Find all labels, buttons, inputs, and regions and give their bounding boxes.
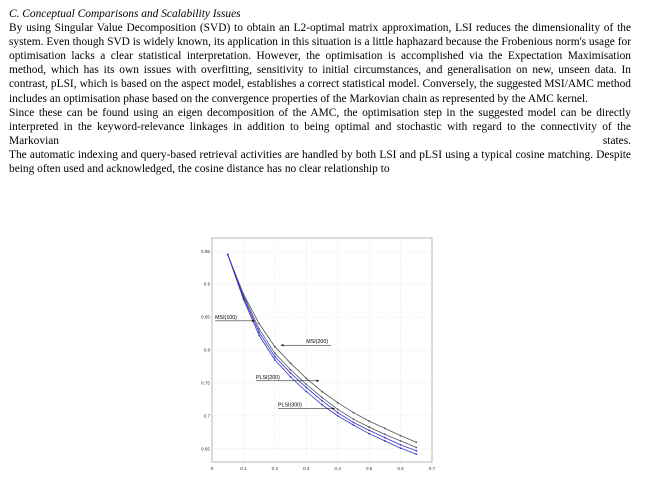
series-point	[258, 331, 260, 333]
series-point	[321, 400, 323, 402]
series-point	[258, 328, 260, 330]
series-point	[368, 420, 370, 422]
x-tick-label: 0.7	[428, 466, 436, 471]
y-tick-label: 0.65	[201, 446, 210, 452]
y-tick-label: 0.75	[201, 380, 210, 386]
series-point	[258, 335, 260, 337]
series-point	[368, 426, 370, 428]
series-point	[353, 412, 355, 414]
annotation-label: PLSI(200)	[256, 374, 280, 381]
series-point	[415, 441, 417, 443]
series-point	[415, 450, 417, 452]
series-point	[400, 440, 402, 442]
series-point	[274, 346, 276, 348]
line-chart	[188, 230, 444, 480]
x-tick-label: 0.1	[240, 466, 247, 471]
series-point	[321, 404, 323, 406]
series-point	[384, 433, 386, 435]
series-point	[321, 397, 323, 399]
series-point	[400, 444, 402, 446]
annotation-label: PLSI(300)	[278, 402, 302, 409]
y-tick-label: 0.7	[203, 413, 210, 419]
series-point	[258, 323, 260, 325]
x-tick-label: 0.3	[303, 466, 310, 471]
series-point	[384, 428, 386, 430]
series-point	[290, 376, 292, 378]
paragraph-svd: By using Singular Value Decomposition (SVD) to obtain an L2-optimal matrix approximation, LSI reduces the dimensionality of the system. Even though SVD is widely known, its application in this situation is a little haphazard because the Frobenious norm's usage for optimisation lacks a clear statistical interpretation. However, the optimisation is accomplished via the Expectation Maximisation method, which has its own issues with overfitting, sensitivity to initial circumstances, and generalisation on new, unseen data. In contrast, pLSI, which is based on the aspect model, establishes a correct statistical model. Conversely, the suggested MSI/AMC method includes an optimisation phase based on the convergence properties of the Markovian chain as represented by the AMC kernel.	[9, 22, 631, 105]
y-tick-label: 0.9	[203, 281, 210, 287]
series-point	[290, 372, 292, 374]
x-tick-label: 0	[210, 466, 214, 471]
x-tick-label: 0.2	[271, 466, 279, 471]
series-point	[400, 435, 402, 437]
y-tick-label: 0.95	[201, 248, 210, 254]
series-point	[368, 429, 370, 431]
series-point	[227, 254, 229, 256]
series-point	[305, 391, 307, 393]
series-point	[305, 383, 307, 385]
series-point	[243, 298, 245, 300]
series-point	[415, 453, 417, 455]
series-point	[337, 402, 339, 404]
x-tick-label: 0.6	[397, 466, 404, 471]
series-point	[305, 387, 307, 389]
series-point	[400, 447, 402, 449]
results-figure	[188, 230, 444, 480]
series-point	[337, 408, 339, 410]
annotation-label: MSI(200)	[306, 339, 329, 346]
series-point	[305, 377, 307, 379]
series-point	[274, 356, 276, 358]
series-point	[337, 415, 339, 417]
series-point	[321, 391, 323, 393]
section-text	[9, 7, 631, 176]
series-point	[290, 362, 292, 364]
series-point	[353, 418, 355, 420]
y-tick-label: 0.85	[201, 314, 210, 320]
y-tick-label: 0.8	[203, 347, 210, 353]
series-point	[274, 352, 276, 354]
series-point	[353, 424, 355, 426]
series-point	[384, 437, 386, 439]
series-point	[368, 433, 370, 435]
section-heading: C. Conceptual Comparisons and Scalability Issues	[9, 8, 241, 20]
paragraph-cosine: The automatic indexing and query-based retrieval activities are handled by both LSI and pLSI using a typical cosine matching. Despite being often used and acknowledged, the cosine distance has no clear relationship to	[9, 148, 631, 176]
series-point	[290, 369, 292, 371]
annotation-label: MSI(100)	[215, 314, 237, 321]
x-tick-label: 0.5	[365, 466, 373, 471]
series-point	[274, 359, 276, 361]
series-point	[384, 440, 386, 442]
x-tick-label: 0.4	[334, 466, 341, 471]
series-point	[353, 422, 355, 424]
series-point	[337, 412, 339, 414]
series-point	[415, 447, 417, 449]
paragraph-amc: Since these can be found using an eigen decomposition of the AMC, the optimisation step in the suggested model can be directly interpreted in the keyword-relevance linkages in addition to being optimal and stochastic with regard to the connectivity of the Markovian states.	[9, 106, 631, 147]
